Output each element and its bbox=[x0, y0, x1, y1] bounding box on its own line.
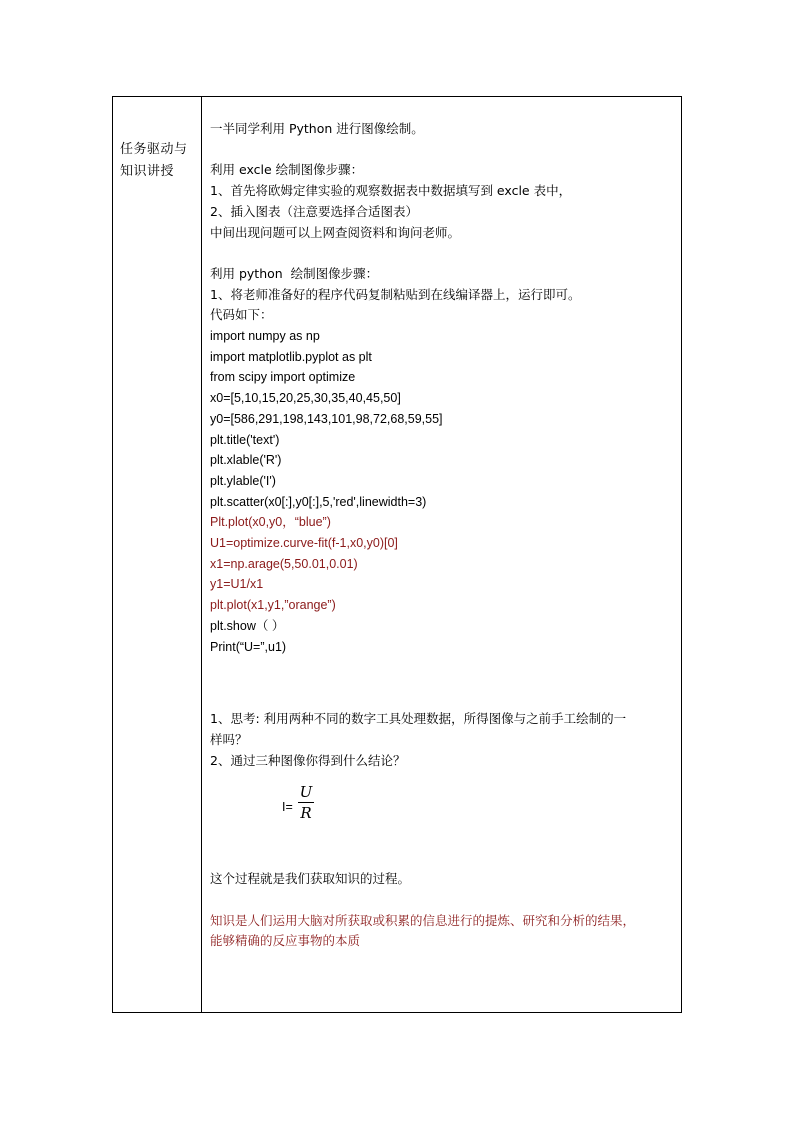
code-line: Print(“U=”,u1) bbox=[210, 639, 287, 654]
code-intro: 代码如下： bbox=[210, 307, 273, 323]
intro-text: 一半同学利用 Python 进行图像绘制。 bbox=[210, 121, 424, 136]
question-1-cont: 样吗？ bbox=[210, 731, 248, 747]
table-row bbox=[113, 97, 682, 1013]
excel-heading: 利用 excle 绘制图像步骤： bbox=[210, 162, 364, 178]
code-line-highlighted: Plt.plot(x0,y0，“blue”) bbox=[210, 515, 331, 530]
definition-line: 知识是人们运用大脑对所获取或积累的信息进行的提炼、研究和分析的结果， bbox=[210, 912, 636, 928]
python-heading: 利用 python 绘制图像步骤： bbox=[210, 265, 379, 281]
excel-note: 中间出现问题可以上网查阅资料和询问老师。 bbox=[210, 224, 461, 240]
row-label-cell bbox=[113, 97, 202, 1013]
code-line: import numpy as np bbox=[210, 329, 320, 343]
code-line: y0=[586,291,198,143,101,98,72,68,59,55] bbox=[210, 411, 443, 426]
formula-numerator: U bbox=[299, 783, 313, 802]
content-body bbox=[202, 97, 681, 952]
question-2: 2、通过三种图像你得到什么结论？ bbox=[210, 752, 406, 768]
conclusion-text: 这个过程就是我们获取知识的过程。 bbox=[210, 871, 411, 887]
code-line: plt.ylable('I') bbox=[210, 473, 276, 488]
fraction-bar bbox=[298, 802, 314, 803]
row-label-line: 任务驱动与 bbox=[120, 142, 188, 157]
code-line: plt.title('text') bbox=[210, 432, 280, 447]
excel-step: 2、插入图表（注意要选择合适图表） bbox=[210, 203, 418, 219]
code-line: plt.scatter(x0[:],y0[:],5,'red',linewidth=3) bbox=[210, 494, 427, 509]
code-line-highlighted: x1=np.arage(5,50.01,0.01) bbox=[210, 556, 358, 571]
code-line: from scipy import optimize bbox=[210, 370, 356, 385]
lesson-table bbox=[112, 96, 682, 1013]
code-block bbox=[210, 326, 675, 657]
python-step: 1、将老师准备好的程序代码复制粘贴到在线编译器上，运行即可。 bbox=[210, 286, 581, 302]
code-line: import matplotlib.pyplot as plt bbox=[210, 349, 372, 364]
ohms-law-formula bbox=[282, 783, 675, 839]
code-line: plt.show（ ） bbox=[210, 618, 285, 633]
code-line: x0=[5,10,15,20,25,30,35,40,45,50] bbox=[210, 391, 401, 406]
formula-fraction bbox=[298, 783, 314, 822]
question-1: 1、思考: 利用两种不同的数字工具处理数据，所得图像与之前手工绘制的一 bbox=[210, 711, 627, 727]
content-cell bbox=[202, 97, 682, 1013]
definition-line: 能够精确的反应事物的本质 bbox=[210, 933, 361, 949]
formula-denominator: R bbox=[300, 804, 312, 823]
code-line: plt.xlable('R') bbox=[210, 453, 282, 468]
code-line-highlighted: U1=optimize.curve-fit(f-1,x0,y0)[0] bbox=[210, 536, 398, 551]
formula-lhs: I= bbox=[282, 800, 293, 815]
row-label-line: 知识讲授 bbox=[120, 164, 175, 179]
code-line-highlighted: y1=U1/x1 bbox=[210, 577, 264, 592]
code-line-highlighted: plt.plot(x1,y1,”orange”) bbox=[210, 598, 336, 613]
row-label bbox=[120, 139, 201, 183]
excel-step: 1、首先将欧姆定律实验的观察数据表中数据填写到 excle 表中， bbox=[210, 183, 572, 199]
